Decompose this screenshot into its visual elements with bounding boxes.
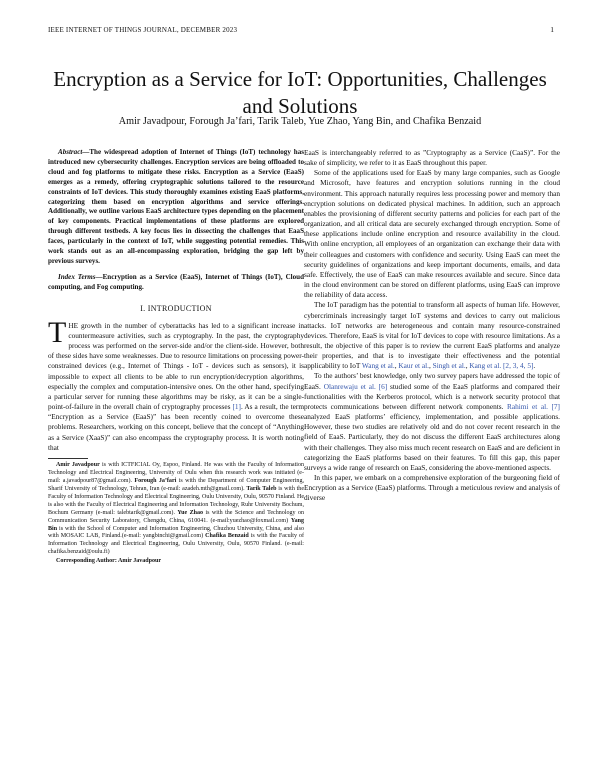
separator: , <box>465 361 470 371</box>
footnote-author-name: Chafika Benzaid <box>205 533 249 540</box>
footnote-text: is with the Faculty of Information Technology and Electrical Engineering, Oulu University, Oulu, 90570 Finland. He is also with the Faculty of Electrical Engineering and Information Technology, Ruhr University Bochum, Bochum Germany (e-mail: talebtarik@gmail.com). <box>48 485 305 516</box>
index-terms <box>48 273 304 293</box>
footnote-author-name: Yang Bin <box>48 517 304 532</box>
paragraph-text: . <box>533 361 536 371</box>
citation-link[interactable]: Wang et al. <box>361 361 395 371</box>
intro-text: HE growth in the number of cyberattacks has led to a significant increase in countermeasure activities, such as cryptography. In the past, the cryptography process was performed on the server-side and/or the client-side. However, both of these sides have some weaknesses. Due to resource limitations on processing power-constrained devices (e.g., Internet of Things - IoT - devices such as sensors), it is impossible to expect all clients to be able to run encryption/decryption algorithms, especially the complex and computation-intensive ones. On the other hand, specifying a particular server for running these algorithms may be risky, as it can be a single-point-of-failure in the overall chain of cryptography processes <box>48 320 304 412</box>
paragraph-text: To the authors’ best knowledge, only two survey papers have addressed the topic of EaaS. <box>304 371 560 391</box>
citation-link[interactable]: Kaur et al. <box>398 361 429 371</box>
abstract-label: Abstract <box>58 148 83 156</box>
author-list: Amir Javadpour, Forough Ja’fari, Tarik Taleb, Yue Zhao, Yang Bin, and Chafika Benzaid <box>118 116 482 127</box>
citation-link[interactable]: [2, 3, 4, 5] <box>503 361 534 371</box>
footnote-author-name: Amir Javadpour <box>56 461 100 468</box>
page-number: 1 <box>550 25 554 34</box>
citation-link[interactable]: Singh et al. <box>432 361 466 371</box>
footnote-author-name: Forough Ja’fari <box>134 477 177 484</box>
citation-link[interactable]: Olanrewaju et al. [6] <box>323 381 388 391</box>
left-column <box>48 148 304 565</box>
footnote-text: is with the Science and Technology on Communication Security Laboratory, Chengdu, China, 610041. (e-mail:yuezhao@foxmail.com) <box>48 509 304 524</box>
body-paragraph <box>304 371 560 473</box>
footnote-author-name: Tarik Taleb <box>246 485 277 492</box>
abstract <box>48 148 304 267</box>
section-heading-introduction: I. INTRODUCTION <box>140 303 212 313</box>
running-head: IEEE INTERNET OF THINGS JOURNAL, DECEMBER 2023 <box>48 26 238 34</box>
paragraph-text: studied some of the EaaS platforms and compared their functionalities with the Kerberos protocol, which is a network security protocol that protects communications between different network components. <box>304 381 560 411</box>
index-terms-text: —Encryption as a Service (EaaS), Internet of Things (IoT), Cloud computing, and Fog computing. <box>48 272 305 291</box>
footnote-text: is with the School of Computer and Information Engineering, Chuzhou University, China, and also with MOSAIC LAB, Finland.(e-mail: yangbinchi@gmail.com) <box>48 525 304 540</box>
body-paragraph: Some of the applications used for EaaS by many large companies, such as Google and Microsoft, have features and encryption solutions running in the cloud environment. This approach naturally requires less processing power and memory than encryption solutions on dedicated physical machines. In addition, such an approach enables the provisioning of different security patterns and policies for each part of the organization, and all critical data are securely exchanged through encryption. Some of these applications include online encryption and resource availability in the cloud. With online encryption, all employees of an organization can exchange their data with their colleagues and customers with confidence and security. Using EaaS can meet the security guidelines of organizations and keep important documents, emails, and data safe. Effectively, the use of EaaS can make resources available and secure. Since data in the cloud environment can be stored on different platforms, using EaaS can improve the reliability of data access. <box>304 168 560 300</box>
body-paragraph: EaaS is interchangeably referred to as ”Cryptography as a Service (CaaS)”. For the sake of simplicity, we refer to it as EaaS throughout this paper. <box>304 148 560 168</box>
paragraph-text: analyzed EaaS platforms’ efficiency, implementation, and possible applications. However, these two studies are relatively old and do not cover recent research in the field of EaaS. Particularly, they do not discuss the different EaaS architectures along with their challenges. They also miss much recent research on EaaS and are deficient in categorizing the EaaS platforms based on their features. To fill this gap, this paper surveys a wide range of research on EaaS, considering the above-mentioned aspects. <box>304 412 560 472</box>
index-terms-label: Index Terms <box>58 272 96 281</box>
intro-paragraph <box>48 315 305 453</box>
body-paragraph <box>304 300 560 371</box>
footnote-text: is with ICTFICIAL Oy, Espoo, Finland. He was with the Faculty of Information Technology and Electrical Engineering, University of Oulu when this research work was initiated (e-mail: a.javadpour87@gmail.com). <box>48 461 305 484</box>
paper-title: Encryption as a Service for IoT: Opportunities, Challenges and Solutions <box>53 67 547 119</box>
body-paragraph: In this paper, we embark on a comprehensive exploration of the burgeoning field of Encryption as a Service (EaaS) platforms. Through a meticulous review and analysis of diverse <box>304 473 560 503</box>
citation-link[interactable]: Kang et al. <box>469 361 502 371</box>
separator: , <box>394 361 399 371</box>
corresponding-author: Corresponding Author: Amir Javadpour <box>56 558 162 565</box>
separator: , <box>429 361 433 371</box>
paragraph-text: The IoT paradigm has the potential to transform all aspects of human life. However, cybercriminals increasingly target IoT systems and devices to carry out malicious attacks. IoT networks are heterogeneous and contain many resource-constrained devices. Therefore, EaaS is vital for IoT devices to cope with resource limitations. As a result, the objective of this paper is to review the current EaaS platforms and analyze their properties, and that is to investigate their effectiveness and the potential applicability to IoT <box>304 300 560 371</box>
drop-cap: T <box>48 315 67 349</box>
citation-link[interactable]: Rahimi et al. [7] <box>506 401 560 411</box>
abstract-text: —The widespread adoption of Internet of Things (IoT) technology has introduced new cybersecurity challenges. Encryption services are being offloaded to cloud and fog platforms to mitigate these risks. Encryption as a Service (EaaS) emerges as a remedy, offering cryptographic solutions tailored to the resource constraints of IoT devices. This study thoroughly examines existing EaaS platforms, categorizing them based on encryption algorithms and service offerings. Additionally, we outline various EaaS architecture types depending on the placement of key components. Practical implementations of these platforms are explored through different testbeds. A key focus lies in dissecting the challenges that EaaS faces, particularly in the context of IoT, while suggesting potential remedies. This work stands out as an all-encompassing exploration, bridging the gap left by previous surveys. <box>48 148 304 265</box>
intro-text-end: . As a result, the term “Encryption as a Service (EaaS)” has been recently coined to overcome these problems. Researchers, working on this concept, believe that the concept of “Anything as a Service (XaaS)” can also encompass the cryptography process. It is worth noting that <box>48 402 305 452</box>
footnote-text: is with the Department of Computer Engineering, Sharif University of Technology, Tehran, Iran (e-mail: azadeh.mth@gmail.com). <box>48 477 304 492</box>
footnote-divider <box>48 458 88 459</box>
footnote-author-name: Yue Zhao <box>177 509 204 516</box>
author-affiliations-footnote <box>48 462 304 557</box>
citation-link[interactable]: [1] <box>232 402 241 412</box>
right-column <box>304 148 560 503</box>
footnote-text: is with the Faculty of Information Technology and Electrical Engineering, Oulu University, Oulu, 90570 Finland. (e-mail: chafika.benzaid@oulu.fi) <box>48 533 304 556</box>
